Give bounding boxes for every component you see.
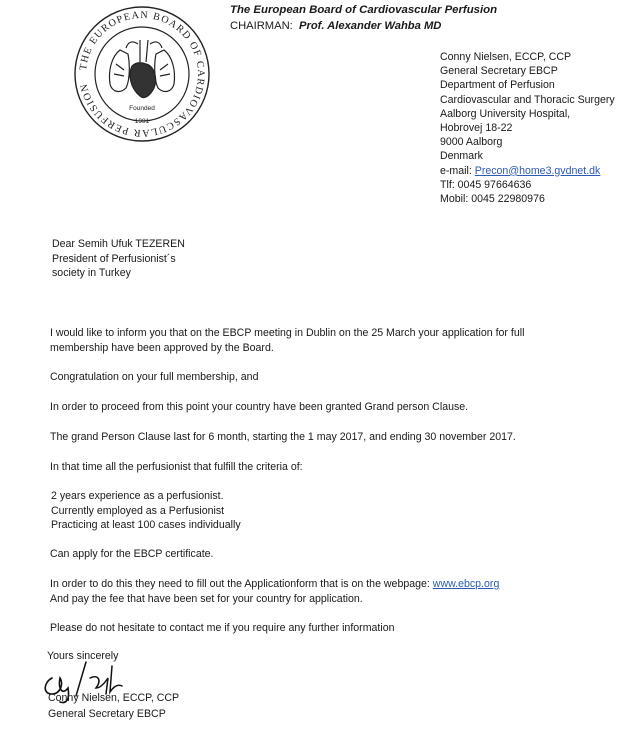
email-link[interactable]: Precon@home3.gvdnet.dk	[474, 164, 601, 177]
chairman-name: Prof. Alexander Wahba MD	[299, 20, 442, 32]
application-form-line	[50, 577, 499, 592]
closing-salutation: Yours sincerely	[47, 650, 119, 662]
email-label: e-mail:	[440, 164, 472, 177]
paragraph-congratulation: Congratulation on your full membership, and	[50, 371, 259, 383]
recipient-line: Dear Semih Ufuk TEZEREN	[52, 238, 185, 250]
sender-line: 9000 Aalborg	[440, 136, 503, 149]
recipient-line: society in Turkey	[52, 267, 131, 280]
criteria-item: Currently employed as a Perfusionist	[51, 504, 225, 517]
paragraph-grand-person-clause: In order to proceed from this point your country have been granted Grand person Clause.	[50, 401, 469, 413]
chairman-line	[230, 20, 441, 32]
sender-phone: Tlf: 0045 97664636	[440, 178, 532, 191]
website-link[interactable]: www.ebcp.org	[432, 578, 500, 590]
paragraph-line: membership have been approved by the Board.	[50, 341, 274, 354]
heart-and-lungs-icon	[109, 40, 174, 98]
seal-founded-year: 1991	[134, 118, 150, 125]
criteria-item: Practicing at least 100 cases individually	[51, 519, 241, 532]
organization-title: The European Board of Cardiovascular Perfusion	[230, 4, 498, 16]
chairman-label: CHAIRMAN:	[230, 20, 293, 32]
ebcp-seal-logo	[72, 4, 212, 144]
criteria-item: 2 years experience as a perfusionist.	[51, 490, 224, 502]
recipient-line: President of Perfusionist´s	[52, 252, 176, 265]
seal-founded-label: Founded	[129, 105, 155, 112]
signer-name: Conny Nielsen, ECCP, CCP	[48, 692, 180, 704]
paragraph-clause-duration: The grand Person Clause last for 6 month, starting the 1 may 2017, and ending 30 november 2017.	[50, 431, 516, 443]
paragraph-contact: Please do not hesitate to contact me if you require any further information	[50, 622, 395, 634]
sender-line: Cardiovascular and Thoracic Surgery	[440, 93, 615, 106]
sender-address	[440, 50, 615, 206]
paragraph-apply: Can apply for the EBCP certificate.	[50, 548, 214, 560]
sender-line: Aalborg University Hospital,	[440, 107, 571, 120]
sender-line: Department of Perfusion	[440, 79, 555, 92]
sender-email-line	[440, 164, 615, 178]
sender-mobile: Mobil: 0045 22980976	[440, 193, 545, 206]
paragraph-approval	[50, 326, 524, 355]
application-form-text: In order to do this they need to fill out the Applicationform that is on the webpage:	[50, 578, 433, 590]
sender-line: Conny Nielsen, ECCP, CCP	[440, 51, 572, 63]
recipient-block	[52, 237, 185, 281]
paragraph-fee: And pay the fee that have been set for your country for application.	[50, 592, 363, 605]
paragraph-line: I would like to inform you that on the EBCP meeting in Dublin on the 25 March your application for full	[50, 327, 525, 339]
paragraph-criteria-intro: In that time all the perfusionist that fulfill the criteria of:	[50, 461, 303, 473]
criteria-list	[51, 489, 241, 533]
sender-line: Hobrovej 18-22	[440, 122, 513, 135]
sender-line: General Secretary EBCP	[440, 65, 558, 78]
seal-ring-text: THE EUROPEAN BOARD OF CARDIOVASCULAR PERFUSION	[78, 9, 207, 139]
paragraph-application-form	[50, 577, 499, 606]
signer-title: General Secretary EBCP	[48, 708, 166, 720]
sender-line: Denmark	[440, 150, 483, 163]
